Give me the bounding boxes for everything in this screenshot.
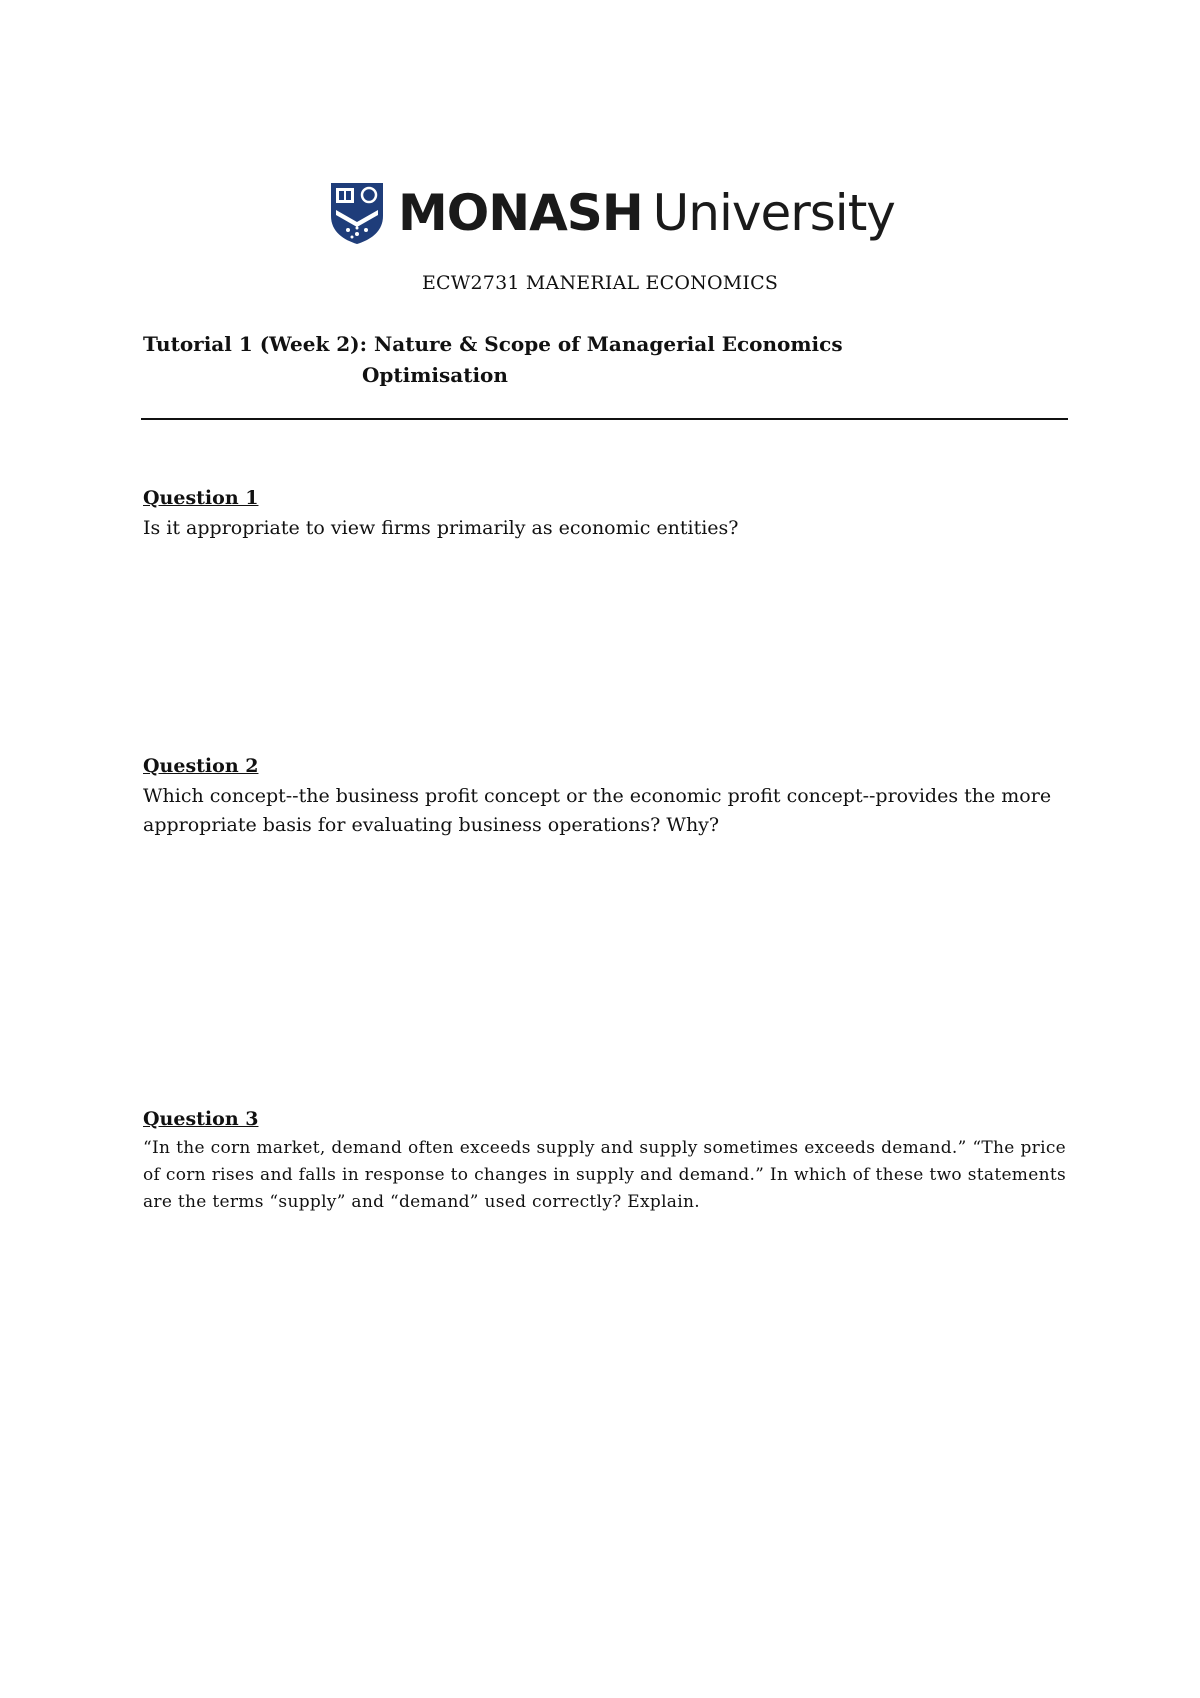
question-text: “In the corn market, demand often exceeds supply and supply sometimes exceeds demand.” “The price of corn rises and falls in response to changes in supply and demand.” In which of these two statements are the terms “supply” and “demand” used correctly? Explain. [143, 1138, 1066, 1212]
monash-crest-icon [328, 180, 386, 246]
monash-logo [328, 178, 895, 248]
question-text: Which concept--the business profit concept or the economic profit concept--provides the more appropriate basis for evaluating business operations? Why? [143, 785, 1052, 836]
logo-word-monash: MONASH [398, 184, 643, 242]
tutorial-subtitle: Optimisation [362, 363, 508, 387]
monash-wordmark [398, 184, 895, 242]
question-heading: Question 1 [143, 487, 259, 509]
question-block [143, 753, 1066, 840]
course-title: ECW2731 MANERIAL ECONOMICS [421, 272, 779, 294]
question-block [143, 1106, 1066, 1216]
question-heading: Question 3 [143, 1108, 259, 1130]
question-block [143, 485, 1066, 543]
header-divider [141, 418, 1068, 420]
tutorial-title: Tutorial 1 (Week 2): Nature & Scope of Managerial Economics [143, 332, 843, 356]
logo-word-university: University [652, 184, 895, 242]
question-text: Is it appropriate to view firms primarily as economic entities? [143, 517, 739, 539]
question-heading: Question 2 [143, 755, 259, 777]
